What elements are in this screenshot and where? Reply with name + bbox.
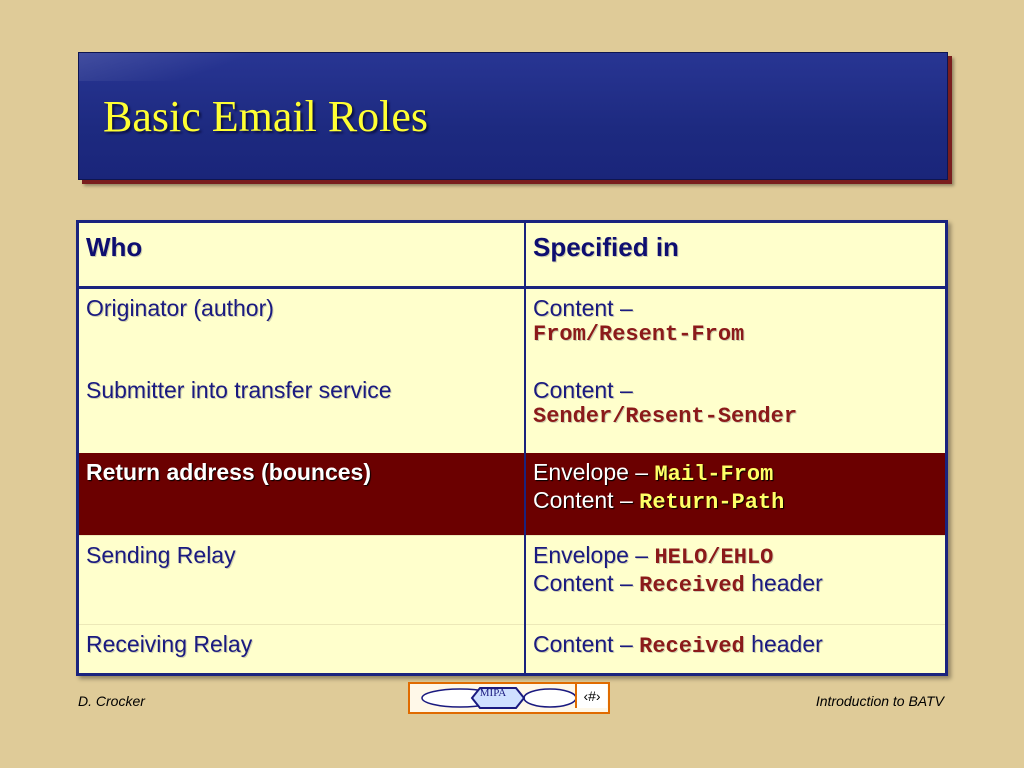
table-header-row	[78, 222, 947, 288]
spec-code: HELO/EHLO	[654, 545, 774, 570]
spec-prefix: Envelope –	[533, 542, 655, 568]
cell-who: Originator (author)	[78, 288, 526, 372]
cell-who: Receiving Relay	[78, 625, 526, 675]
footer-author: D. Crocker	[78, 693, 145, 709]
header-who: Who	[78, 222, 526, 288]
cell-who: Sending Relay	[78, 536, 526, 625]
table-row	[78, 288, 947, 372]
cell-specified-in	[525, 536, 947, 625]
spec-suffix: header	[744, 570, 823, 596]
table-row-highlighted	[78, 453, 947, 536]
spec-code: Return-Path	[639, 490, 785, 515]
page-number: ‹#›	[575, 684, 607, 708]
spec-line: Content –	[533, 377, 633, 403]
cell-specified-in	[525, 453, 947, 536]
title-banner	[78, 52, 948, 180]
cell-specified-in	[525, 625, 947, 675]
spec-line	[533, 631, 938, 659]
spec-prefix: Content –	[533, 631, 640, 657]
footer-presentation-title: Introduction to BATV	[815, 693, 944, 709]
spec-code: Mail-From	[654, 462, 774, 487]
slide-title: Basic Email Roles	[103, 92, 429, 141]
cell-specified-in	[525, 371, 947, 453]
table-row	[78, 625, 947, 675]
spec-prefix: Content –	[533, 570, 640, 596]
spec-prefix: Content –	[533, 487, 640, 513]
title-shine	[79, 53, 259, 81]
spec-line	[533, 570, 938, 598]
logo-text: MIPA	[479, 687, 507, 699]
spec-code: Received	[639, 573, 745, 598]
spec-code: Received	[639, 634, 745, 659]
cell-who: Submitter into transfer service	[78, 371, 526, 453]
spec-line	[533, 487, 938, 515]
roles-table	[76, 220, 948, 676]
spec-prefix: Envelope –	[533, 459, 655, 485]
spec-code: Sender/Resent-Sender	[533, 404, 798, 429]
cell-specified-in	[525, 288, 947, 372]
table-row	[78, 536, 947, 625]
spec-line	[533, 542, 938, 570]
spec-line: Content –	[533, 295, 633, 321]
spec-code: From/Resent-From	[533, 322, 745, 347]
table-row	[78, 371, 947, 453]
cell-who: Return address (bounces)	[78, 453, 526, 536]
header-specified-in: Specified in	[525, 222, 947, 288]
spec-suffix: header	[744, 631, 823, 657]
spec-line	[533, 459, 938, 487]
